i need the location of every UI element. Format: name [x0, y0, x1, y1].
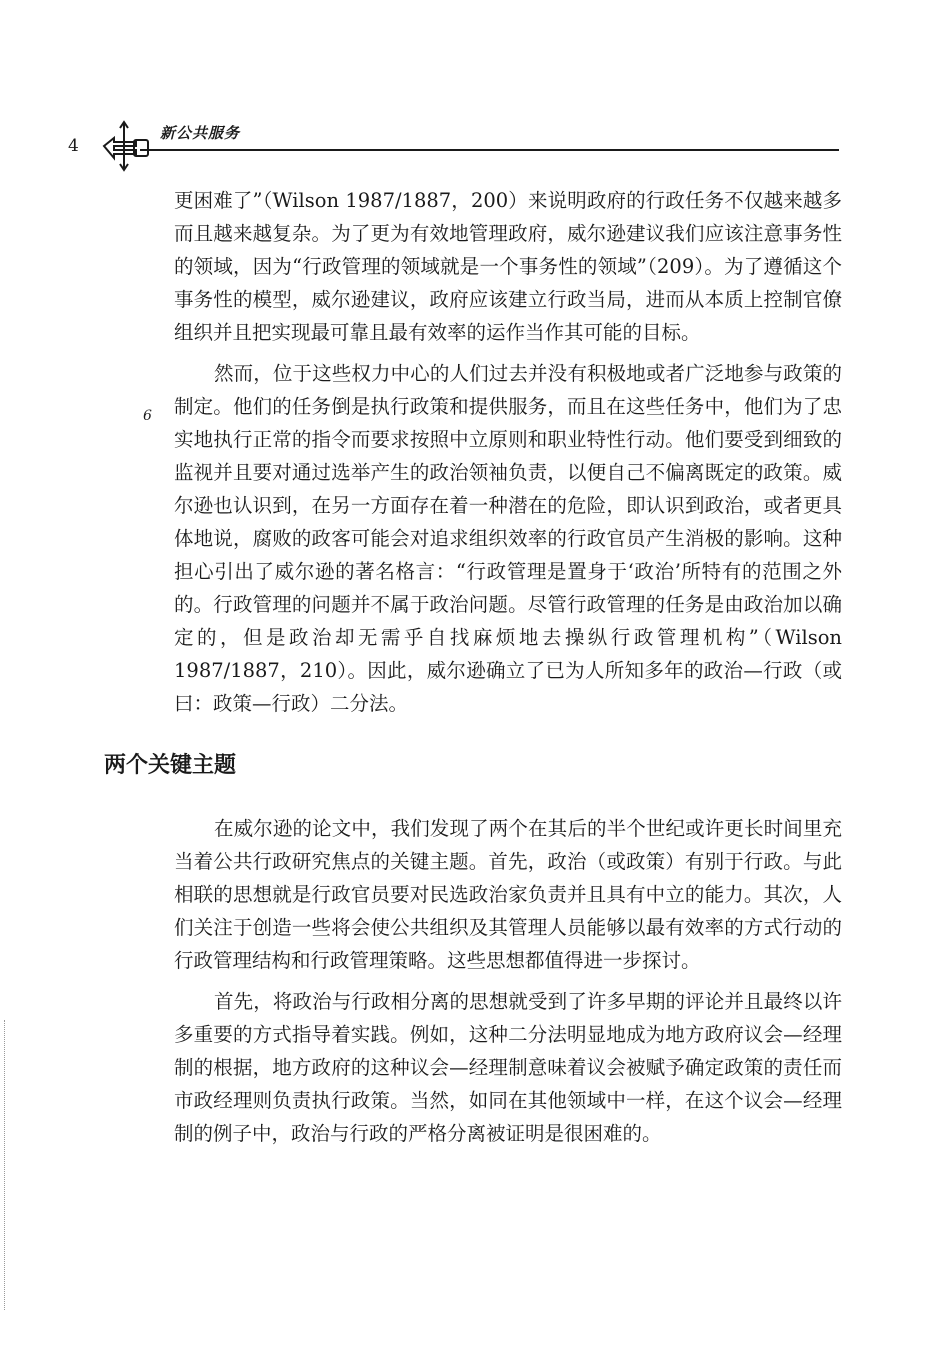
paragraph: 在威尔逊的论文中，我们发现了两个在其后的半个世纪或许更长时间里充当着公共行政研究焦点的关键主题。首先，政治（或政策）有别于行政。与此相联的思想就是行政官员要对民选政治家负责并且具有中立的能力。其次，人们关注于创造一些将会使公共组织及其管理人员能够以最有效率的方式行动的行政管理结构和行政管理策略。这些思想都值得进一步探讨。 — [174, 817, 842, 972]
running-title: 新公共服务 — [160, 124, 241, 142]
body-text-bottom — [174, 812, 842, 1150]
paragraph: 更困难了”（Wilson 1987/1887，200）来说明政府的行政任务不仅越来越多而且越来越复杂。为了更为有效地管理政府，威尔逊建议我们应该注意事务性的领域，因为“行政管理的领域就是一个事务性的领域”（209）。为了遵循这个事务性的模型，威尔逊建议，政府应该建立行政当局，进而从本质上控制官僚组织并且把实现最可靠且最有效率的运作当作其可能的目标。 — [174, 189, 842, 344]
pointing-hand-ornament-icon — [100, 118, 150, 174]
margin-page-marker: 6 — [143, 408, 152, 424]
paragraph: 首先，将政治与行政相分离的思想就受到了许多早期的评论并且最终以许多重要的方式指导着实践。例如，这种二分法明显地成为地方政府议会—经理制的根据，地方政府的这种议会—经理制意味着议会被赋予确定政策的责任而市政经理则负责执行政策。当然，如同在其他领域中一样，在这个议会—经理制的例子中，政治与行政的严格分离被证明是很困难的。 — [174, 990, 842, 1145]
scan-edge-mark — [4, 1020, 6, 1310]
header-rule — [140, 149, 839, 151]
page-number: 4 — [68, 136, 79, 156]
body-text-top — [174, 184, 842, 720]
paragraph: 然而，位于这些权力中心的人们过去并没有积极地或者广泛地参与政策的制定。他们的任务倒是执行政策和提供服务，而且在这些任务中，他们为了忠实地执行正常的指令而要求按照中立原则和职业特性行动。他们要受到细致的监视并且要对通过选举产生的政治领袖负责，以便自己不偏离既定的政策。威尔逊也认识到，在另一方面存在着一种潜在的危险，即认识到政治，或者更具体地说，腐败的政客可能会对追求组织效率的行政官员产生消极的影响。这种担心引出了威尔逊的著名格言：“行政管理是置身于‘政治’所特有的范围之外的。行政管理的问题并不属于政治问题。尽管行政管理的任务是由政治加以确定的，但是政治却无需乎自找麻烦地去操纵行政管理机构”（Wilson 1987/1887，210）。因此，威尔逊确立了已为人所知多年的政治—行政（或曰：政策—行政）二分法。 — [174, 362, 842, 715]
section-heading: 两个关键主题 — [104, 753, 237, 778]
